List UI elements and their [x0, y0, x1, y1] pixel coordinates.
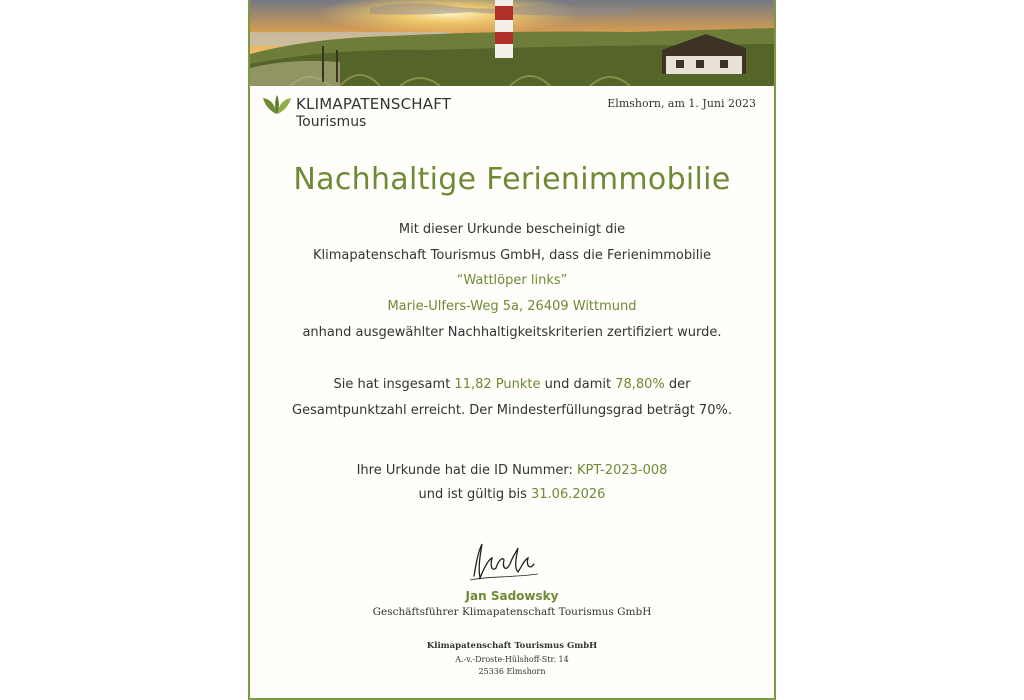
- intro-line-3: anhand ausgewählter Nachhaltigkeitskriterien zertifiziert wurde.: [302, 325, 722, 340]
- valid-date: 31.06.2026: [531, 487, 606, 502]
- lighthouse-banner-image: [250, 0, 774, 86]
- id-line: [250, 463, 774, 478]
- score-prefix: Sie hat insgesamt: [333, 377, 455, 392]
- leaf-logo-icon: [262, 94, 292, 116]
- handwritten-signature: [468, 538, 540, 584]
- score-percent: 78,80%: [615, 377, 665, 392]
- signer-role: Geschäftsführer Klimapatenschaft Tourismus GmbH: [372, 606, 652, 618]
- intro-line-1: Mit dieser Urkunde bescheinigt die: [398, 222, 626, 237]
- score-points: 11,82 Punkte: [454, 377, 541, 392]
- id-prefix: Ihre Urkunde hat die ID Nummer:: [356, 463, 578, 478]
- date-line: Elmshorn, am 1. Juni 2023: [607, 97, 756, 110]
- score-line-2: Gesamtpunktzahl erreicht. Der Mindesterfüllungsgrad beträgt 70%.: [292, 403, 732, 418]
- footer-street: A.-v.-Droste-Hülshoff-Str. 14: [455, 655, 569, 664]
- score-line-1: [250, 377, 774, 392]
- score-middle: und damit: [540, 377, 616, 392]
- certificate-title: Nachhaltige Ferienimmobilie: [293, 162, 731, 197]
- valid-prefix: und ist gültig bis: [418, 487, 531, 502]
- footer-city: 25336 Elmshorn: [478, 667, 546, 676]
- intro-line-2: Klimapatenschaft Tourismus GmbH, dass die Ferienimmobilie: [313, 248, 711, 263]
- property-name: “Wattlöper links”: [456, 273, 568, 288]
- logo: [262, 94, 492, 138]
- validity-line: [250, 487, 774, 502]
- certificate: [248, 0, 776, 700]
- footer-company: Klimapatenschaft Tourismus GmbH: [426, 641, 598, 651]
- certificate-id: KPT-2023-008: [577, 463, 668, 478]
- logo-subtitle: Tourismus: [296, 114, 367, 130]
- score-suffix: der: [664, 377, 691, 392]
- logo-name: KLIMAPATENSCHAFT: [296, 95, 452, 113]
- signer-name: Jan Sadowsky: [465, 589, 559, 603]
- property-address: Marie-Ulfers-Weg 5a, 26409 Wittmund: [387, 299, 637, 314]
